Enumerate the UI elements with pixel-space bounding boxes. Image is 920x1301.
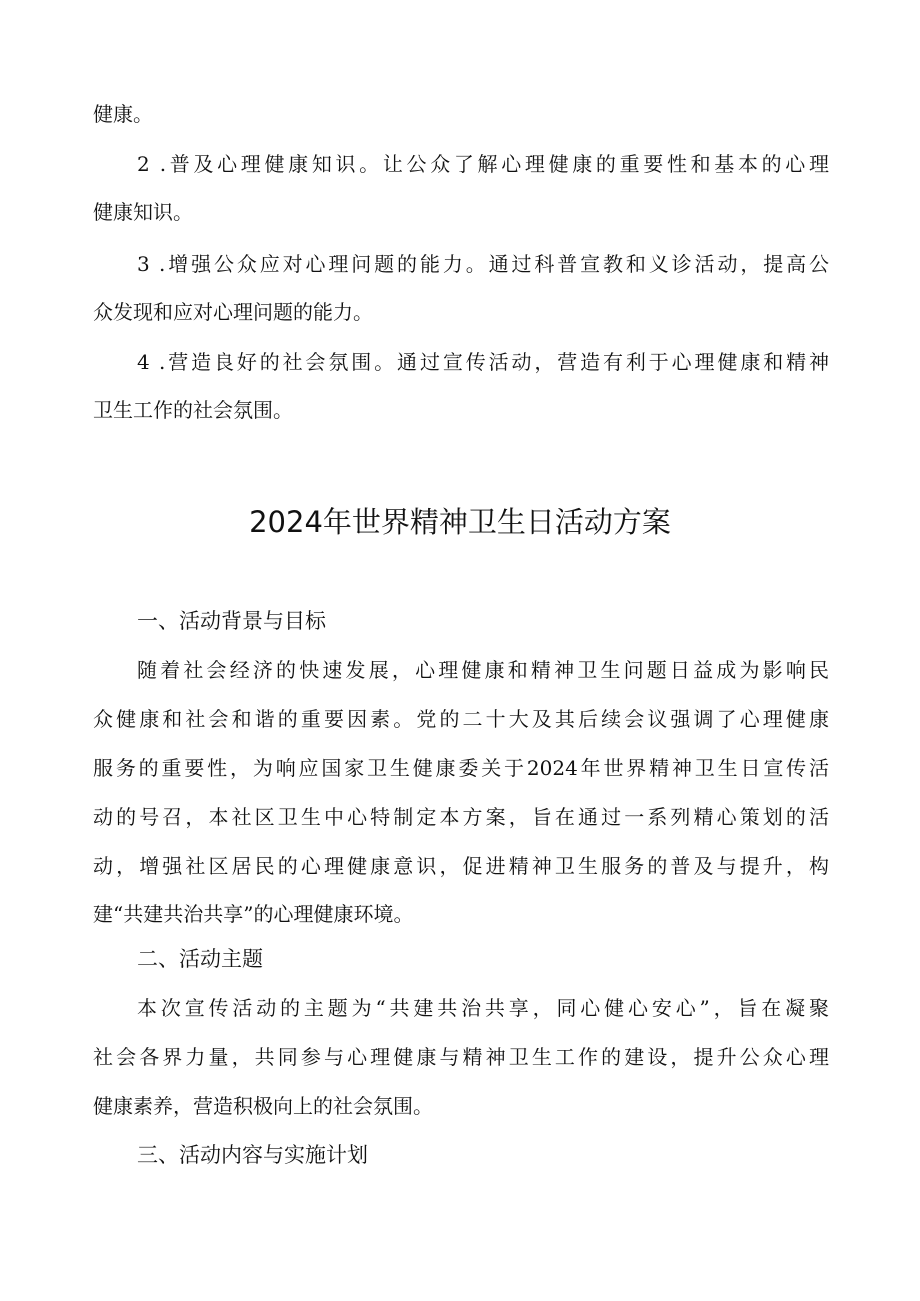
intro-line-2: 2 .普及心理健康知识。让公众了解心理健康的重要性和基本的心理 — [137, 152, 829, 176]
section-heading-theme: 二、活动主题 — [137, 947, 263, 971]
intro-line-4: 3 .增强公众应对心理问题的能力。通过科普宣教和义诊活动，提高公 — [137, 252, 829, 276]
section1-line-4: 动的号召，本社区卫生中心特制定本方案，旨在通过一系列精心策划的活 — [93, 805, 829, 829]
intro-line-1: 健康。 — [93, 102, 153, 126]
section1-line-5: 动，增强社区居民的心理健康意识，促进精神卫生服务的普及与提升，构 — [93, 854, 829, 878]
section-heading-content-plan: 三、活动内容与实施计划 — [137, 1143, 368, 1167]
section2-line-2: 社会各界力量，共同参与心理健康与精神卫生工作的建设，提升公众心理 — [93, 1045, 829, 1069]
section1-line-2: 众健康和社会和谐的重要因素。党的二十大及其后续会议强调了心理健康 — [93, 707, 829, 731]
section1-line-3: 服务的重要性，为响应国家卫生健康委关于2024年世界精神卫生日宣传活 — [93, 756, 829, 780]
section1-line-6: 建“共建共治共享”的心理健康环境。 — [93, 902, 414, 926]
intro-line-7: 卫生工作的社会氛围。 — [93, 398, 293, 422]
document-title: 2024年世界精神卫生日活动方案 — [249, 505, 671, 539]
section2-line-1: 本次宣传活动的主题为“共建共治共享，同心健心安心”，旨在凝聚 — [137, 996, 829, 1020]
section2-line-3: 健康素养，营造积极向上的社会氛围。 — [93, 1094, 433, 1118]
section-heading-background: 一、活动背景与目标 — [137, 609, 326, 633]
intro-line-6: 4 .营造良好的社会氛围。通过宣传活动，营造有利于心理健康和精神 — [137, 350, 829, 374]
intro-line-5: 众发现和应对心理问题的能力。 — [93, 300, 373, 324]
intro-line-3: 健康知识。 — [93, 200, 193, 224]
section1-line-1: 随着社会经济的快速发展，心理健康和精神卫生问题日益成为影响民 — [137, 658, 829, 682]
